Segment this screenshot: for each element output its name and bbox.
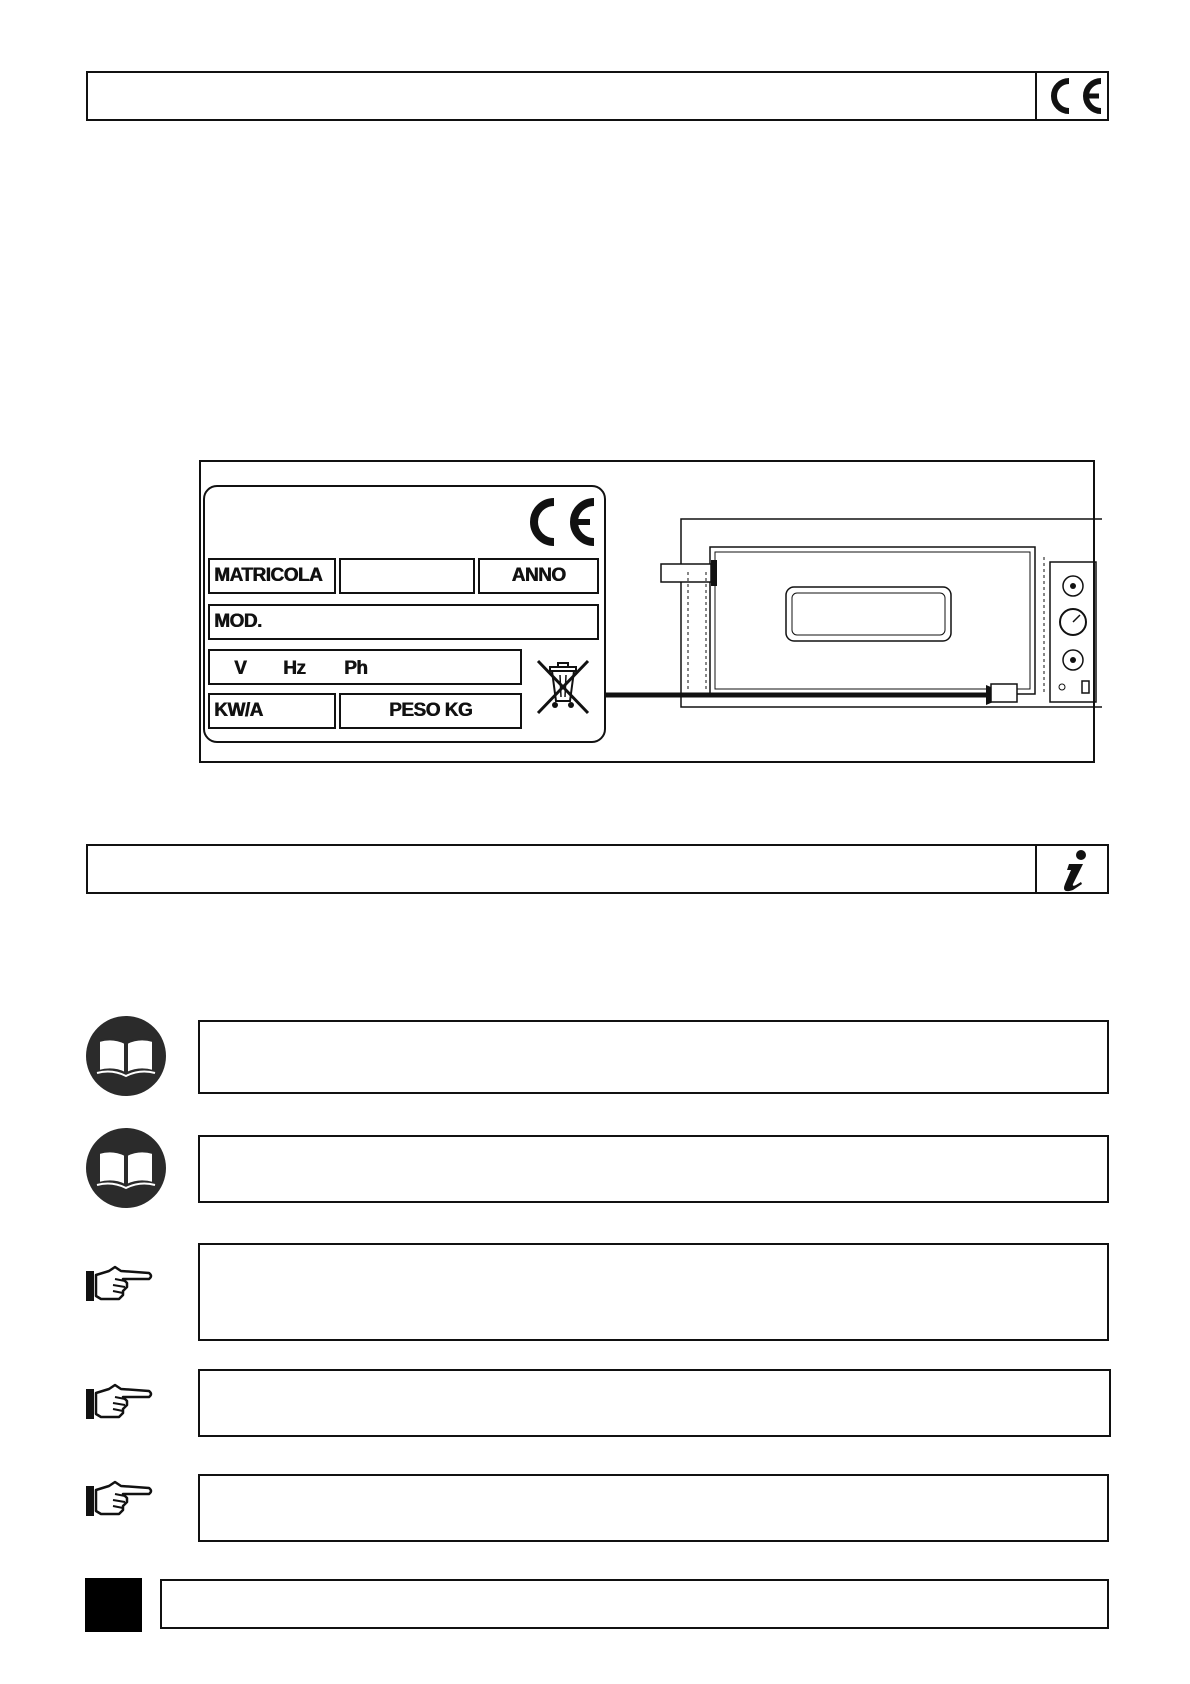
- hz-label: Hz: [283, 658, 306, 679]
- note-box-4: [198, 1369, 1111, 1437]
- ph-label: Ph: [344, 658, 368, 679]
- matricola-label: MATRICOLA: [208, 558, 336, 594]
- manual-book-icon: [85, 1127, 167, 1209]
- page-number-block: [85, 1578, 142, 1632]
- manual-book-icon: [85, 1015, 167, 1097]
- note-box-5: [198, 1474, 1109, 1542]
- identification-plate-figure: [199, 460, 1095, 763]
- note-box-1: [198, 1020, 1109, 1094]
- info-header-icon-cell: [1035, 846, 1107, 892]
- matricola-value-field: [339, 558, 475, 594]
- info-icon: [1039, 846, 1107, 892]
- peso-kg-label: PESO KG: [339, 693, 522, 729]
- mod-label: MOD.: [208, 604, 599, 640]
- ce-section-header: [86, 71, 1109, 121]
- electrical-field: [208, 649, 522, 685]
- crossed-out-bin-icon: [533, 657, 595, 717]
- note-box-2: [198, 1135, 1109, 1203]
- data-plate: [203, 485, 606, 743]
- oven-drawing: [606, 462, 1102, 762]
- plate-ce-mark-icon: [518, 493, 598, 551]
- footer-bar: [160, 1579, 1109, 1629]
- pointing-hand-icon: [85, 1383, 155, 1425]
- pointing-hand-icon: [85, 1480, 155, 1522]
- info-section-header: [86, 844, 1109, 894]
- kwa-label: KW/A: [208, 693, 336, 729]
- ce-mark-icon: [1039, 73, 1107, 119]
- note-box-3: [198, 1243, 1109, 1341]
- ce-header-icon-cell: [1035, 73, 1107, 119]
- v-label: V: [234, 658, 247, 679]
- pointing-hand-icon: [85, 1265, 155, 1307]
- anno-label: ANNO: [478, 558, 599, 594]
